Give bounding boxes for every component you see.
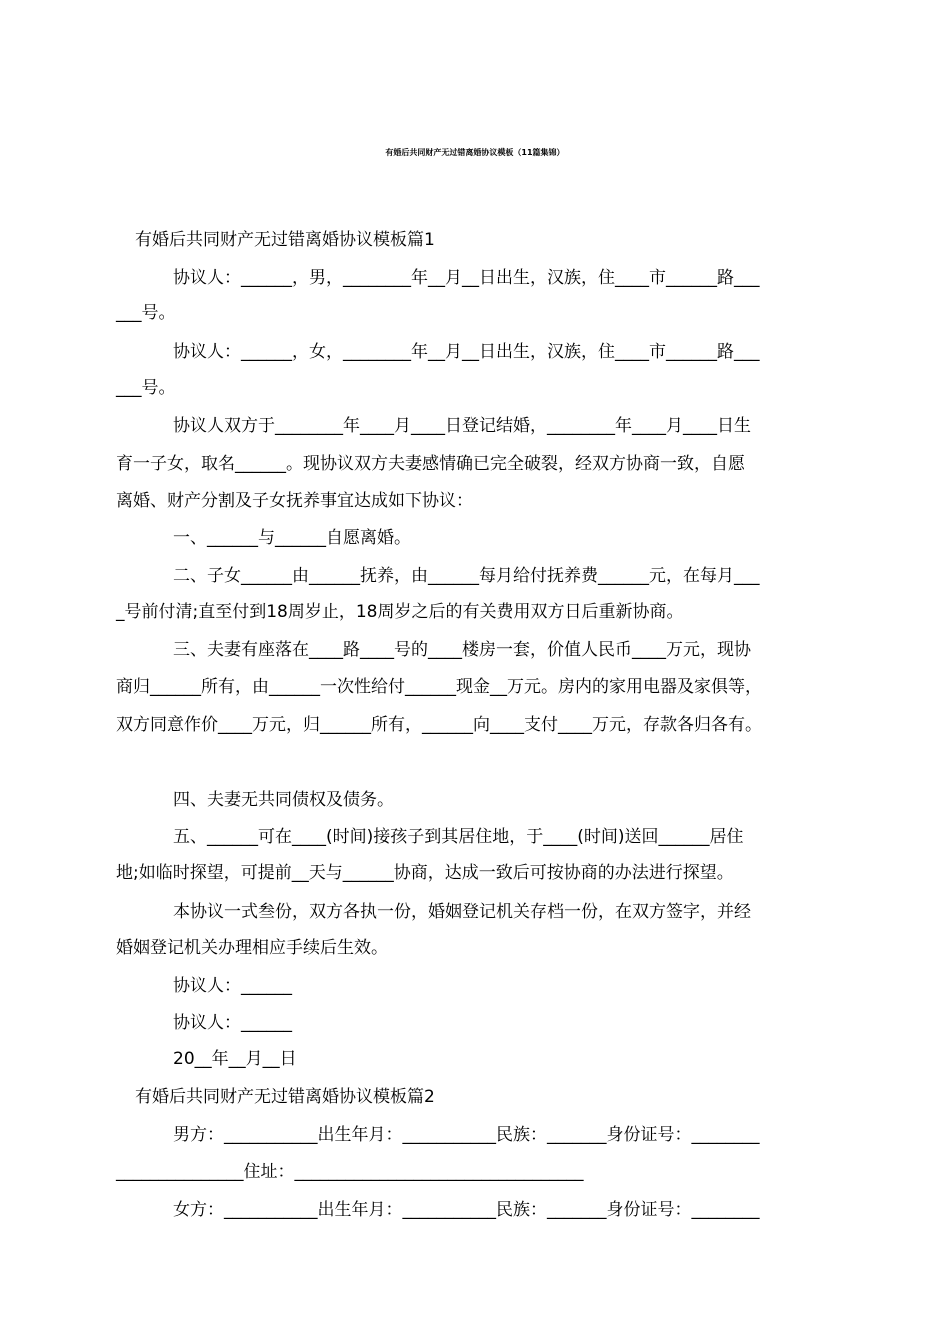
- paragraph-line: 地;如临时探望，可提前__天与______协商，达成一致后可按协商的办法进行探望。: [116, 863, 734, 883]
- paragraph-line: 四、夫妻无共同债权及债务。: [173, 790, 394, 810]
- signature-line: 协议人：______: [173, 1013, 292, 1033]
- paragraph-line: 离婚、财产分割及子女抚养事宜达成如下协议：: [116, 491, 473, 511]
- paragraph-line: 育一子女，取名______。现协议双方夫妻感情确已完全破裂，经双方协商一致，自愿: [116, 454, 745, 474]
- signature-line: 协议人：______: [173, 976, 292, 996]
- date-line: 20__年__月__日: [173, 1049, 297, 1069]
- paragraph-line: 协议人：______，男，________年__月__日出生，汉族，住____市______路___: [173, 268, 760, 288]
- paragraph-line: 协议人双方于________年____月____日登记结婚，________年____月____日生: [173, 416, 751, 436]
- paragraph-line: 协议人：______，女，________年__月__日出生，汉族，住____市______路___: [173, 342, 760, 362]
- paragraph-line: ___号。: [116, 378, 176, 398]
- paragraph-line: _号前付清;直至付到18周岁止，18周岁之后的有关费用双方日后重新协商。: [116, 602, 684, 622]
- paragraph-line: 一、______与______自愿离婚。: [173, 528, 411, 548]
- paragraph-line: 本协议一式叁份，双方各执一份，婚姻登记机关存档一份，在双方签字，并经: [173, 902, 751, 922]
- paragraph-line: 婚姻登记机关办理相应手续后生效。: [116, 938, 388, 958]
- form-line: 女方：___________出生年月：___________民族：_______身份证号：________: [173, 1200, 760, 1220]
- paragraph-line: 双方同意作价____万元，归______所有，______向____支付____万元，存款各归各有。: [116, 715, 762, 735]
- section-heading: 有婚后共同财产无过错离婚协议模板篇1: [135, 230, 435, 250]
- document-title: 有婚后共同财产无过错离婚协议模板（11篇集锦）: [385, 148, 565, 157]
- paragraph-line: 三、夫妻有座落在____路____号的____楼房一套，价值人民币____万元，现协: [173, 640, 751, 660]
- paragraph-line: 五、______可在____(时间)接孩子到其居住地，于____(时间)送回______居住: [173, 827, 744, 847]
- paragraph-line: 商归______所有，由______一次性给付______现金__万元。房内的家用电器及家俱等，: [116, 677, 762, 697]
- section-heading: 有婚后共同财产无过错离婚协议模板篇2: [135, 1087, 435, 1107]
- paragraph-line: ___号。: [116, 303, 176, 323]
- paragraph-line: 二、子女______由______抚养，由______每月给付抚养费______元，在每月___: [173, 566, 760, 586]
- form-line: _______________住址：__________________________________: [116, 1162, 584, 1182]
- form-line: 男方：___________出生年月：___________民族：_______身份证号：________: [173, 1125, 760, 1145]
